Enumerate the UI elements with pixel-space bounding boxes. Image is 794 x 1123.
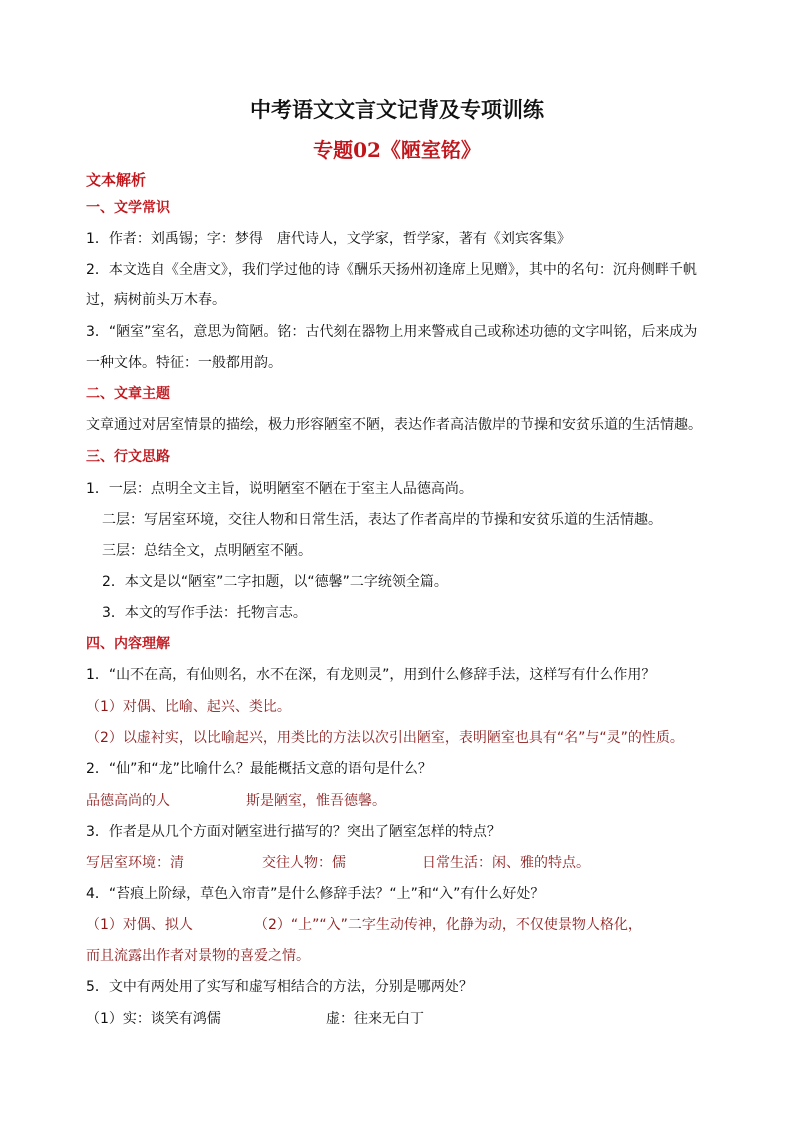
paragraph-line: 三层：总结全文，点明陋室不陋。: [102, 543, 312, 559]
paragraph-line: 过，病树前头万木春。: [86, 292, 226, 308]
paragraph-line: 2．本文是以“陋室”二字扣题，以“德馨”二字统领全篇。: [102, 574, 448, 590]
question-line: 1．“山不在高，有仙则名，水不在深，有龙则灵”，用到什么修辞手法，这样写有什么作用？: [86, 667, 656, 683]
paragraph-line: 2．本文选自《全唐文》，我们学过他的诗《酬乐天扬州初逢席上见赠》，其中的名句：沉舟侧畔千帆: [86, 262, 697, 278]
question-line: 5．文中有两处用了实写和虚写相结合的方法，分别是哪两处？: [86, 979, 473, 995]
answer-line: （2）以虚衬实，以比喻起兴，用类比的方法以次引出陋室，表明陋室也具有“名”与“灵”的性质。: [86, 730, 684, 746]
section-heading-structure: 三、行文思路: [86, 449, 170, 465]
section-heading-comprehension: 四、内容理解: [86, 636, 170, 652]
paragraph-line: 一种文体。特征：一般都用韵。: [86, 355, 282, 371]
answer-segment: 斯是陋室，惟吾德馨。: [246, 793, 386, 809]
answer-line: （1）对偶、比喻、起兴、类比。: [86, 699, 291, 715]
paragraph-line: 文章通过对居室情景的描绘，极力形容陋室不陋，表达作者高洁傲岸的节操和安贫乐道的生活情趣。: [86, 417, 702, 433]
section-main-heading: 文本解析: [86, 171, 147, 189]
answer-segment: （2）“上”“入”二字生动传神，化静为动，不仅使景物人格化，: [254, 917, 642, 933]
answer-segment: 日常生活：闲、雅的特点。: [422, 855, 590, 871]
answer-line: 而且流露出作者对景物的喜爱之情。: [86, 948, 310, 964]
section-heading-theme: 二、文章主题: [86, 386, 170, 402]
document-title: 中考语文文言文记背及专项训练: [250, 97, 544, 122]
answer-segment: （1）对偶、拟人: [86, 917, 193, 933]
document-subtitle: 专题02《陋室铭》: [313, 138, 481, 162]
paragraph-line: 1．作者：刘禹锡；字：梦得 唐代诗人，文学家，哲学家，著有《刘宾客集》: [86, 231, 571, 247]
answer-segment: 交往人物：儒: [262, 855, 346, 871]
paragraph-line: 3．本文的写作手法：托物言志。: [102, 605, 307, 621]
paragraph-line: 3．“陋室”室名，意思为简陋。铭：古代刻在器物上用来警戒自己或称述功德的文字叫铭，后来成为: [86, 324, 698, 340]
paragraph-line: 1．一层：点明全文主旨，说明陋室不陋在于室主人品德高尚。: [86, 481, 473, 497]
question-line: 2．“仙”和“龙”比喻什么？最能概括文意的语句是什么？: [86, 761, 432, 777]
answer-segment: 品德高尚的人: [86, 793, 170, 809]
answer-segment: （1）实：谈笑有鸿儒: [86, 1011, 221, 1027]
answer-segment: 虚：往来无白丁: [326, 1011, 424, 1027]
question-line: 3．作者是从几个方面对陋室进行描写的？突出了陋室怎样的特点？: [86, 824, 501, 840]
question-line: 4．“苔痕上阶绿，草色入帘青”是什么修辞手法？“上”和“入”有什么好处？: [86, 886, 545, 902]
section-heading-literature: 一、文学常识: [86, 200, 170, 216]
paragraph-line: 二层：写居室环境，交往人物和日常生活，表达了作者高岸的节操和安贫乐道的生活情趣。: [102, 512, 662, 528]
answer-segment: 写居室环境：清: [86, 855, 184, 871]
